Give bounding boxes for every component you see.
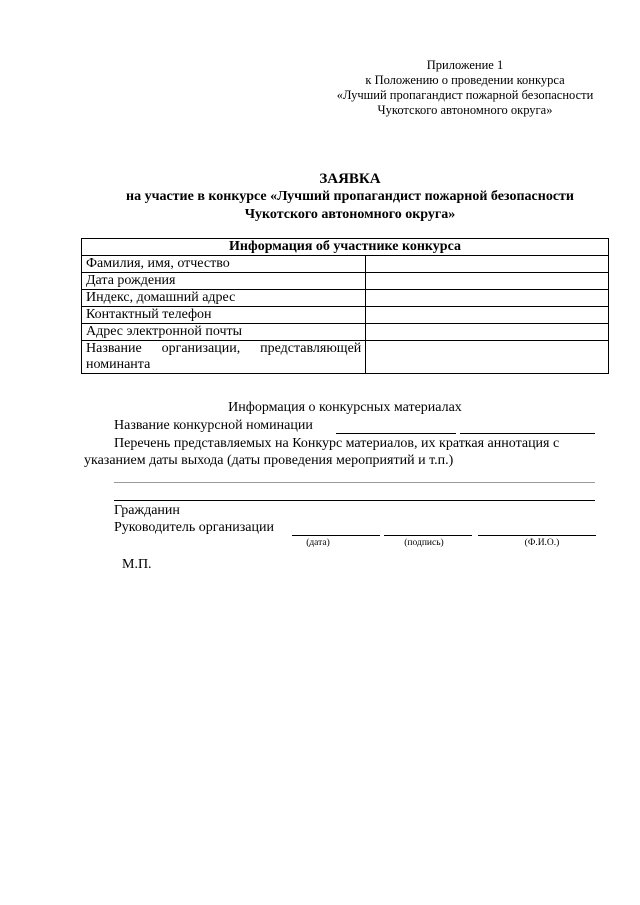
table-row xyxy=(82,273,609,290)
row-value-organization[interactable] xyxy=(366,341,609,374)
date-caption: (дата) xyxy=(306,538,330,548)
appendix-line: к Положению о проведении конкурса xyxy=(365,73,565,87)
date-field[interactable] xyxy=(292,535,380,536)
row-label-address: Индекс, домашний адрес xyxy=(82,290,366,307)
signature-field[interactable] xyxy=(384,535,472,536)
participant-info-table xyxy=(81,238,609,374)
table-row xyxy=(82,307,609,324)
appendix-line: «Лучший пропагандист пожарной безопасности xyxy=(336,88,594,102)
materials-field[interactable] xyxy=(114,482,595,483)
row-value-birth-date[interactable] xyxy=(366,273,609,290)
table-row xyxy=(82,324,609,341)
materials-heading: Информация о конкурсных материалах xyxy=(228,400,462,415)
appendix-line: Чукотского автономного округа» xyxy=(377,103,553,117)
row-value-full-name[interactable] xyxy=(366,256,609,273)
row-label-birth-date: Дата рождения xyxy=(82,273,366,290)
nomination-label: Название конкурсной номинации xyxy=(114,418,313,433)
signature-caption: (подпись) xyxy=(404,538,444,548)
row-value-email[interactable] xyxy=(366,324,609,341)
row-value-address[interactable] xyxy=(366,290,609,307)
document-subtitle: на участие в конкурсе «Лучший пропагандист пожарной безопасности xyxy=(126,189,574,204)
row-label-email: Адрес электронной почты xyxy=(82,324,366,341)
citizen-label: Гражданин xyxy=(114,503,180,518)
name-caption: (Ф.И.О.) xyxy=(524,538,560,548)
row-value-phone[interactable] xyxy=(366,307,609,324)
appendix-line: Приложение 1 xyxy=(426,58,504,72)
row-label-phone: Контактный телефон xyxy=(82,307,366,324)
materials-field[interactable] xyxy=(114,500,595,501)
materials-list-line: Перечень представляемых на Конкурс материалов, их краткая аннотация с xyxy=(114,436,560,451)
row-label-full-name: Фамилия, имя, отчество xyxy=(82,256,366,273)
table-row xyxy=(82,256,609,273)
materials-list-line: указанием даты выхода (даты проведения мероприятий и т.п.) xyxy=(84,453,454,468)
appendix-note xyxy=(320,58,610,118)
document-heading xyxy=(60,170,640,224)
document-title: ЗАЯВКА xyxy=(319,171,381,187)
nomination-field[interactable] xyxy=(460,433,595,434)
row-label-organization: Название организации, представляющей номинанта xyxy=(82,341,366,374)
name-field[interactable] xyxy=(478,535,596,536)
head-label: Руководитель организации xyxy=(114,520,274,535)
table-row xyxy=(82,341,609,374)
stamp-label: М.П. xyxy=(122,557,152,572)
table-header: Информация об участнике конкурса xyxy=(82,239,609,256)
nomination-field[interactable] xyxy=(336,433,456,434)
document-subtitle: Чукотского автономного округа» xyxy=(244,207,456,222)
table-row xyxy=(82,290,609,307)
